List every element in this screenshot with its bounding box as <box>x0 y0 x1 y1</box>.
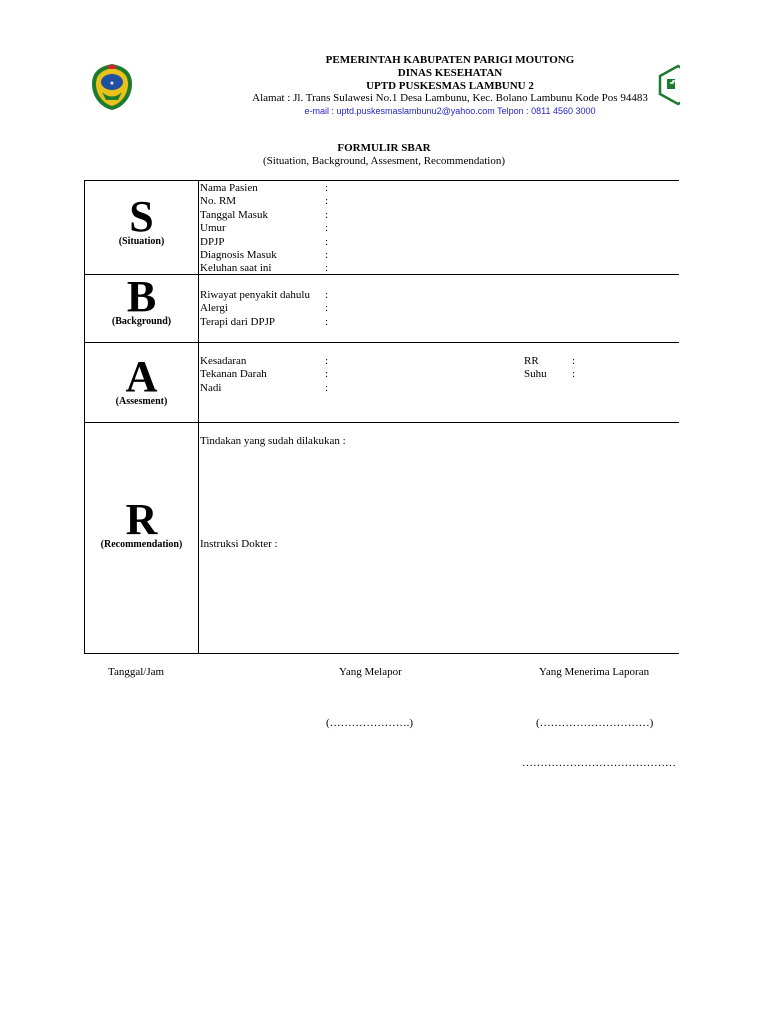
background-letter-cell <box>85 272 199 342</box>
colon: : <box>325 262 329 275</box>
form-subtitle: (Situation, Background, Assesment, Recommendation) <box>263 155 505 167</box>
colon: : <box>325 235 329 248</box>
regency-emblem-logo <box>88 62 136 112</box>
colon: : <box>325 381 329 394</box>
colon: : <box>325 355 329 367</box>
colon: : <box>325 249 329 262</box>
field-umur: Umur <box>200 222 226 235</box>
header-contact: e-mail : uptd.puskesmaslambunu2@yahoo.com Telpon : 0811 4560 3000 <box>304 106 596 116</box>
assessment-letter: A <box>125 352 158 401</box>
colon: : <box>325 315 329 328</box>
field-kesadaran: Kesadaran <box>200 355 247 367</box>
svg-text:★: ★ <box>109 80 115 87</box>
field-terapi-dpjp: Terapi dari DPJP <box>200 315 275 328</box>
situation-label: (Situation) <box>118 236 165 247</box>
header-address: Alamat : Jl. Trans Sulawesi No.1 Desa Lambunu, Kec. Bolano Lambunu Kode Pos 94483 <box>252 92 648 104</box>
reporter-label: Yang Melapor <box>339 666 402 678</box>
assessment-letter-cell <box>85 343 199 422</box>
colon: : <box>572 368 576 381</box>
header-department: DINAS KESEHATAN <box>397 67 503 79</box>
doctor-instruction-label: Instruksi Dokter : <box>200 538 278 550</box>
field-riwayat-penyakit: Riwayat penyakit dahulu <box>200 289 310 301</box>
situation-section <box>85 181 679 275</box>
reporter-signature-blank: (………………….) <box>326 717 414 729</box>
field-rr: RR <box>524 355 539 367</box>
background-section <box>85 272 679 343</box>
colon: : <box>325 195 329 208</box>
field-no-rm: No. RM <box>200 195 237 208</box>
field-dpjp: DPJP <box>200 235 225 248</box>
date-time-label: Tanggal/Jam <box>108 666 165 678</box>
header-institution: UPTD PUSKESMAS LAMBUNU 2 <box>366 80 534 92</box>
action-taken-label: Tindakan yang sudah dilakukan : <box>200 435 346 447</box>
recommendation-label: (Recommendation) <box>100 539 183 550</box>
field-diagnosis-masuk: Diagnosis Masuk <box>200 249 277 262</box>
background-letter: B <box>126 272 157 321</box>
header-government: PEMERINTAH KABUPATEN PARIGI MOUTONG <box>325 54 575 66</box>
situation-letter-cell <box>85 181 199 274</box>
receiver-label: Yang Menerima Laporan <box>539 666 650 678</box>
field-alergi: Alergi <box>200 302 228 315</box>
sbar-table <box>84 180 679 654</box>
field-nadi: Nadi <box>200 381 222 394</box>
field-suhu: Suhu <box>524 368 547 381</box>
receiver-name-dotted-line: …………………………………… <box>522 757 676 769</box>
assessment-label: (Assesment) <box>115 396 168 407</box>
colon: : <box>325 222 329 235</box>
field-tanggal-masuk: Tanggal Masuk <box>200 208 268 221</box>
situation-letter: S <box>129 192 154 241</box>
form-title: FORMULIR SBAR <box>337 142 431 154</box>
field-tekanan-darah: Tekanan Darah <box>200 368 267 381</box>
colon: : <box>325 182 329 194</box>
field-keluhan: Keluhan saat ini <box>200 262 272 275</box>
recommendation-letter-cell <box>85 423 199 653</box>
background-label: (Background) <box>111 316 172 327</box>
assessment-section <box>85 343 679 423</box>
colon: : <box>325 208 329 221</box>
receiver-signature-blank: (…………………………) <box>536 717 654 729</box>
recommendation-letter: R <box>125 495 158 544</box>
colon: : <box>572 355 576 367</box>
recommendation-section <box>85 423 679 653</box>
colon: : <box>325 302 329 315</box>
colon: : <box>325 368 329 381</box>
field-nama-pasien: Nama Pasien <box>200 182 258 194</box>
colon: : <box>325 289 329 301</box>
